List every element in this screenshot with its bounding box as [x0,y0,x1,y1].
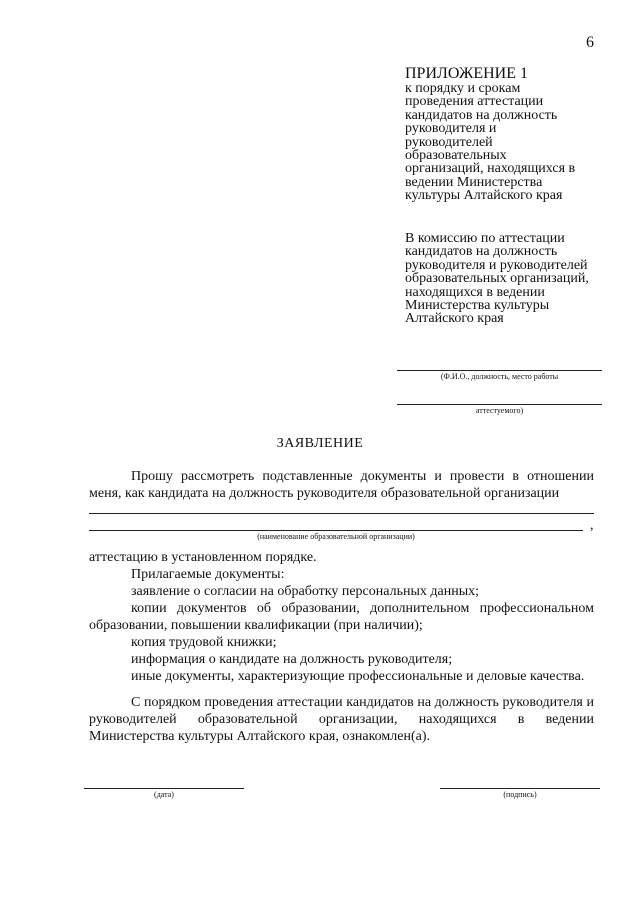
page-number: 6 [586,34,594,51]
document-item: копия трудовой книжки; [131,635,277,650]
appendix-line: организаций, находящихся в [405,161,576,177]
addressee-line: образовательных организаций, [405,271,589,287]
certification-text: аттестацию в установленном порядке. [89,550,317,565]
addressee-line: кандидатов на должность [405,244,558,260]
document-item: заявление о согласии на обработку персональных данных; [131,584,479,599]
addressee-line: В комиссию по аттестации [405,231,565,246]
org-line-1 [89,513,594,514]
date-line [84,788,244,789]
addressee-line: Министерства культуры [405,298,550,314]
appendix-line: руководителя и [405,121,497,137]
appendix-line: проведения аттестации [405,94,544,110]
appendix-line: кандидатов на должность [405,107,558,123]
attested-caption: аттестуемого) [475,406,524,415]
date-caption: (дата) [154,790,174,799]
acknowledgement-text: С порядком проведения аттестации кандидатов на должность руководителя и руководителей образовательной организации, находящихся в ведении Министерства культуры Алтайского края, ознакомлен(а). [89,695,594,744]
addressee-line: находящихся в ведении [405,284,545,300]
appendix-line: к порядку и срокам [405,81,521,96]
appendix-line: руководителей [405,134,493,150]
appendix-line: образовательных [405,148,507,164]
appendix-block [405,66,615,203]
attested-line [397,404,602,405]
appendix-title: ПРИЛОЖЕНИЕ 1 [405,65,529,82]
document-heading: ЗАЯВЛЕНИЕ [276,436,364,451]
request-line-2: меня, как кандидата на должность руководителя образовательной организации [89,486,560,501]
signature-caption: (подпись) [503,790,537,799]
fio-line [397,370,602,371]
org-name-caption: (наименование образовательной организации) [257,532,415,541]
fio-caption: (Ф.И.О., должность, место работы [440,372,559,381]
document-item: копии документов об образовании, дополнительном профессиональном образовании, повышении квалификации (при наличии); [89,601,594,633]
request-text-1: Прошу рассмотреть подставленные документы и провести в отношении [131,469,594,484]
body-block [89,549,594,685]
document-item: информация о кандидате на должность руководителя; [131,652,453,667]
appendix-line: культуры Алтайского края [405,188,563,204]
request-line-1 [89,468,594,485]
addressee-block [405,232,620,326]
document-item: иные документы, характеризующие профессиональные и деловые качества. [131,669,585,684]
attached-title: Прилагаемые документы: [131,567,285,582]
signature-line [440,788,600,789]
org-comma: , [590,518,594,533]
addressee-line: Алтайского края [405,311,504,327]
appendix-line: ведении Министерства [405,174,543,190]
addressee-line: руководителя и руководителей [405,257,588,273]
org-line-2 [89,530,583,531]
